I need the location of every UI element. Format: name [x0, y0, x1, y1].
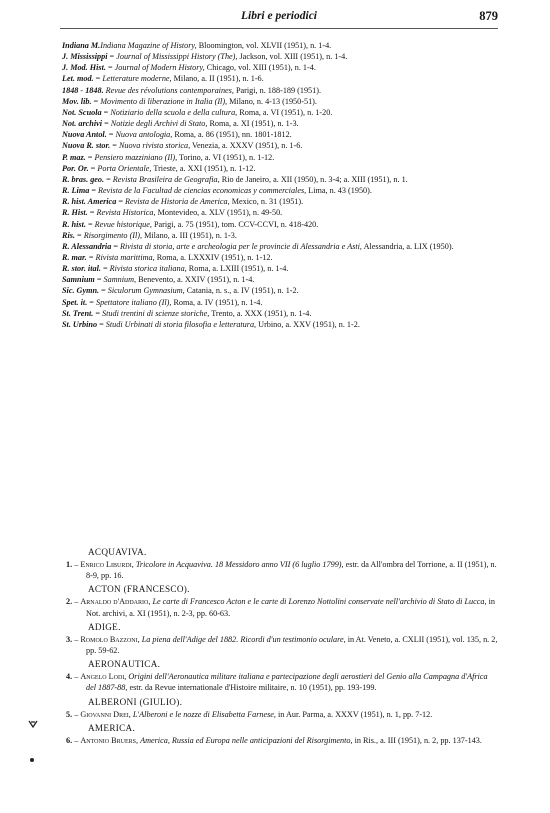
periodical-title: Nuova antologia, — [115, 130, 173, 140]
entry-title: America, Russia ed Europa nelle anticipazioni del Risorgimento, — [140, 735, 353, 745]
periodical-details: Milano, n. 4-13 (1950-51). — [227, 96, 317, 106]
subject-section — [62, 696, 498, 720]
periodical-title: Studi Urbinati di storia filosofia e letteratura, — [105, 319, 257, 329]
subject-heading: ACQUAVIVA. — [88, 547, 147, 557]
entry-number: 6. — [66, 735, 73, 745]
margin-mark-icon — [28, 719, 38, 729]
bibliography-entry: 2. – Arnaldo d'Addario, Le carte di Francesco Acton e le carte di Lorenzo Nottolini conservate nell'archivio di Stato di Lucca, in Not. archivi, a. XI (1951), n. 2-3, pp. 60-63. — [66, 597, 495, 618]
entry-number: 5. — [66, 709, 73, 719]
abbreviation-key: R. stor. ital. — [62, 264, 101, 274]
periodical-details: Venezia, a. XXXV (1951), n. 1-6. — [190, 141, 303, 151]
entry-author: Enrico Liburdi, — [80, 560, 134, 569]
periodical-title: Revue des révolutions contemporaines, — [105, 85, 234, 95]
bibliography-entry: 1. – Enrico Liburdi, Tricolore in Acquaviva. 18 Messidoro anno VII (6 luglio 1799), estr. da All'ombra del Torrione, a. II (1951), n. 8-9, pp. 16. — [66, 560, 497, 581]
abbreviation-item — [62, 196, 498, 207]
abbreviation-key: R. hist. — [62, 219, 86, 229]
periodical-title: Movimento di liberazione in Italia (Il), — [100, 96, 228, 106]
abbreviation-key: J. Mod. Hist. — [62, 63, 106, 73]
equals-sign: = — [85, 219, 95, 229]
equals-sign: = — [116, 197, 126, 207]
abbreviation-item — [62, 129, 498, 140]
subject-section — [62, 546, 498, 581]
periodical-details: Roma, a. LXIII (1951), n. 1-4. — [186, 264, 289, 274]
abbreviation-key: R. Hist. — [62, 208, 88, 218]
abbreviation-key: Not. Scuola — [62, 107, 102, 117]
periodical-title: Revista de la Facultad de ciencias economicas y commerciales, — [98, 186, 307, 196]
periodical-title: Rivista di storia, arte e archeologia per le provincie di Alessandria e Asti, — [120, 241, 362, 251]
periodical-title: Rivista marittima, — [95, 252, 155, 262]
equals-sign: = — [85, 152, 95, 162]
abbreviation-key: Not. archivi — [62, 119, 103, 129]
equals-sign: = — [110, 141, 119, 151]
periodical-details: Bloomington, vol. XLVII (1951), n. 1-4. — [196, 41, 332, 50]
abbreviation-key: Sic. Gymn. — [62, 286, 100, 296]
abbreviation-item — [62, 163, 498, 174]
equals-sign: = — [87, 208, 97, 218]
periodical-details: Roma, a. VI (1951), n. 1-20. — [237, 107, 333, 117]
entry-author: Romolo Bazzoni, — [80, 634, 140, 644]
abbreviation-item — [62, 219, 498, 230]
equals-sign: = — [94, 275, 104, 285]
periodical-title: Indiana Magazine of History, — [100, 41, 197, 50]
entry-author: Angelo Lodi, — [80, 672, 127, 682]
abbreviation-key: Samnium — [62, 275, 95, 285]
abbreviation-key: Mov. lib. — [62, 96, 92, 106]
abbreviation-key: P. maz. — [62, 152, 86, 162]
entry-details: in Aur. Parma, a. XXXV (1951), n. 1, pp. 7-12. — [275, 709, 433, 719]
margin-dot-icon — [30, 758, 34, 762]
periodical-details: Catania, n. s., a. IV (1951), n. 1-2. — [184, 286, 299, 296]
abbreviation-item — [62, 252, 498, 263]
abbreviation-key: R. bras. geo. — [62, 174, 105, 184]
entry-author: Antonio Bruers, — [80, 735, 139, 745]
subject-section — [62, 658, 498, 693]
page-number: 879 — [479, 9, 498, 23]
periodical-details: Roma, a. IV (1951), n. 1-4. — [171, 297, 263, 307]
abbreviation-key: Let. mod. — [62, 74, 94, 84]
equals-sign: = — [105, 63, 115, 73]
periodical-title: Risorgimento (Il), — [83, 230, 143, 240]
subject-section — [62, 722, 498, 746]
running-title: Libri e periodici — [240, 10, 317, 22]
periodical-title: Siculorum Gymnasium, — [107, 286, 185, 296]
equals-sign: = — [97, 319, 106, 329]
periodical-details: Roma, a. LXXXIV (1951), n. 1-12. — [154, 252, 273, 262]
periodical-details: Montevideo, a. XLV (1951), n. 49-50. — [155, 208, 283, 218]
abbreviation-item — [62, 40, 498, 51]
periodical-details: Parigi, n. 188-189 (1951). — [233, 85, 322, 95]
subject-section — [62, 583, 498, 618]
periodical-details: Torino, a. VI (1951), n. 1-12. — [177, 152, 275, 162]
abbreviation-item — [62, 297, 498, 308]
abbreviation-key: Ris. — [62, 230, 75, 240]
subject-heading: ADIGE. — [88, 621, 121, 632]
abbreviation-key: Spet. it. — [62, 297, 88, 307]
equals-sign: = — [93, 74, 103, 84]
subject-heading: ALBERONI (GIULIO). — [88, 696, 183, 707]
periodical-title: Rivista storica italiana, — [109, 264, 187, 274]
periodical-details: Milano, a. III (1951), n. 1-3. — [142, 230, 237, 240]
equals-sign: = — [102, 119, 111, 129]
abbreviation-item — [62, 62, 498, 73]
entry-title: La piena dell'Adige del 1882. Ricordi d'un testimonio oculare, — [141, 634, 346, 644]
periodical-title: Journal of Mississippi History (The), — [116, 52, 238, 62]
entry-number: 1. — [66, 560, 73, 569]
bibliography-entry: 6. – Antonio Bruers, America, Russia ed Europa nelle anticipazioni del Risorgimento, in Ris., a. III (1951), n. 2, pp. 137-143. — [66, 735, 482, 745]
abbreviation-list — [62, 40, 498, 330]
periodical-title: Porta Orientale, — [97, 163, 152, 173]
bibliography-entries — [62, 544, 498, 748]
periodical-details: Trento, a. XXX (1951), n. 1-4. — [209, 308, 312, 318]
periodical-details: Benevento, a. XXIV (1951), n. 1-4. — [136, 275, 255, 285]
abbreviation-key: Indiana M. — [62, 41, 101, 50]
abbreviation-item — [62, 207, 498, 218]
periodical-title: Revista de Historia de America, — [125, 197, 230, 207]
abbreviation-item — [62, 230, 498, 241]
equals-sign: = — [104, 174, 113, 184]
bibliography-entry: 5. – Giovanni Drei, L'Alberoni e le nozze di Elisabetta Farnese, in Aur. Parma, a. XXXV (1951), n. 1, pp. 7-12. — [66, 709, 433, 719]
periodical-title: Pensiero mazziniano (Il), — [94, 152, 178, 162]
entry-title: L'Alberoni e le nozze di Elisabetta Farnese, — [132, 709, 276, 719]
entry-number: 2. — [66, 597, 73, 607]
equals-sign: = — [106, 130, 116, 140]
abbreviation-key: R. hist. America — [62, 197, 117, 207]
periodical-details: Jackson, vol. XIII (1951), n. 1-4. — [237, 52, 348, 62]
equals-sign: = — [100, 264, 110, 274]
periodical-details: Milano, a. II (1951), n. 1-6. — [171, 74, 264, 84]
periodical-title: Journal of Modern History, — [114, 63, 205, 73]
periodical-title: Revista Brasileira de Geografia, — [112, 174, 220, 184]
periodical-title: Spettatore italiano (Il), — [95, 297, 172, 307]
equals-sign: = — [107, 52, 117, 62]
abbreviation-key: Nuova R. stor. — [62, 141, 111, 151]
periodical-title: Nuova rivista storica, — [118, 141, 191, 151]
equals-sign: = — [91, 96, 101, 106]
periodical-details: Trieste, a. XXI (1951), n. 1-12. — [151, 163, 256, 173]
abbreviation-item — [62, 96, 498, 107]
periodical-title: Studi trentini di scienze storiche, — [102, 308, 210, 318]
bibliography-entry: 3. – Romolo Bazzoni, La piena dell'Adige del 1882. Ricordi d'un testimonio oculare, in At. Veneto, a. CXLII (1951), vol. 135, n. 2, pp. 59-62. — [66, 634, 498, 656]
periodical-title: Notizie degli Archivi di Stato, — [110, 119, 208, 129]
equals-sign: = — [87, 297, 96, 307]
abbreviation-key: R. Lima — [62, 186, 90, 196]
periodical-details: Rio de Janeiro, a. XII (1950), n. 3-4; a. XIII (1951), n. 1. — [219, 174, 408, 184]
entry-number: 4. — [66, 672, 73, 682]
abbreviation-item — [62, 85, 498, 96]
abbreviation-item — [62, 140, 498, 151]
periodical-title: Letterature moderne, — [102, 74, 172, 84]
periodical-details: Lima, n. 43 (1950). — [306, 186, 372, 196]
subject-heading: ACTON (FRANCESCO). — [88, 584, 190, 595]
abbreviation-item — [62, 319, 498, 330]
entry-details: estr. da Revue internationale d'Histoire militaire, n. 10 (1951), pp. 193-199. — [127, 683, 377, 693]
abbreviation-item — [62, 152, 498, 163]
periodical-details: Chicago, vol. XIII (1951), n. 1-4. — [204, 63, 316, 73]
entry-author: Giovanni Drei, — [80, 709, 131, 719]
periodical-details: Alessandria, a. LIX (1950). — [361, 241, 454, 251]
abbreviation-item — [62, 241, 498, 252]
abbreviation-key: St. Trent. — [62, 308, 94, 318]
entry-number: 3. — [66, 634, 73, 644]
entry-details: estr. da All'ombra del Torrione, a. II (1951), n. 8-9, pp. 16. — [86, 560, 497, 581]
running-header — [60, 9, 498, 27]
equals-sign: = — [99, 286, 108, 296]
periodical-details: Mexico, n. 31 (1951). — [229, 197, 304, 207]
abbreviation-key: J. Mississippi — [62, 52, 108, 62]
entry-details: in Ris., a. III (1951), n. 2, pp. 137-143. — [352, 735, 482, 745]
abbreviation-item — [62, 185, 498, 196]
equals-sign: = — [74, 230, 84, 240]
entry-author: Arnaldo d'Addario, — [80, 597, 151, 607]
abbreviation-key: Por. Or. — [62, 163, 89, 173]
subject-heading: AERONAUTICA. — [88, 659, 161, 670]
abbreviation-item — [62, 73, 498, 84]
abbreviation-item — [62, 174, 498, 185]
entry-details: in Not. archivi, a. XI (1951), n. 2-3, pp. 60-63. — [86, 597, 495, 618]
periodical-details: Parigi, a. 75 (1951), tom. CCV-CCVI, n. 418-420. — [151, 219, 319, 229]
entry-title: Tricolore in Acquaviva. 18 Messidoro anno VII (6 luglio 1799), — [135, 560, 344, 569]
equals-sign: = — [93, 308, 103, 318]
header-rule — [60, 28, 498, 29]
subject-heading: AMERICA. — [88, 722, 136, 733]
entry-details: in At. Veneto, a. CXLII (1951), vol. 135, n. 2, pp. 59-62. — [86, 634, 498, 656]
periodical-details: Roma, a. 86 (1951), nn. 1801-1812. — [172, 130, 292, 140]
periodical-title: Revue historique, — [94, 219, 152, 229]
equals-sign: = — [111, 241, 121, 251]
equals-sign: = — [89, 186, 99, 196]
abbreviation-item — [62, 263, 498, 274]
abbreviation-key: R. mar. — [62, 252, 87, 262]
periodical-details: Urbino, a. XXV (1951), n. 1-2. — [256, 319, 360, 329]
abbreviation-item — [62, 308, 498, 319]
abbreviation-item — [62, 51, 498, 62]
equals-sign: = — [101, 107, 111, 117]
abbreviation-key: R. Alessandria — [62, 241, 112, 251]
entry-title: Origini dell'Aeronautica militare italiana e partecipazione degli aerostieri del Genio alla Campagna d'Africa del 1887-88, — [86, 672, 488, 693]
periodical-title: Samnium, — [103, 275, 137, 285]
abbreviation-key: Nuova Antol. — [62, 130, 107, 140]
equals-sign: = — [86, 252, 96, 262]
abbreviation-key: St. Urbino — [62, 319, 98, 329]
periodical-title: Revista Historica, — [96, 208, 156, 218]
abbreviation-key: 1848 - 1848. — [62, 85, 104, 95]
entry-title: Le carte di Francesco Acton e le carte di Lorenzo Nottolini conservate nell'archivio di Stato di Lucca, — [152, 597, 487, 607]
abbreviation-item — [62, 107, 498, 118]
abbreviation-item — [62, 274, 498, 285]
periodical-details: Roma, a. XI (1951), n. 1-3. — [207, 119, 299, 129]
bibliography-entry: 4. – Angelo Lodi, Origini dell'Aeronautica militare italiana e partecipazione degli aerostieri del Genio alla Campagna d'Africa del 1887-88, estr. da Revue internationale d'Histoire militaire, n. 10 (1951), pp. 193-199. — [66, 672, 488, 693]
subject-section — [62, 621, 498, 656]
abbreviation-item — [62, 285, 498, 296]
equals-sign: = — [88, 163, 98, 173]
periodical-title: Notiziario della scuola e della cultura, — [110, 107, 238, 117]
abbreviation-item — [62, 118, 498, 129]
